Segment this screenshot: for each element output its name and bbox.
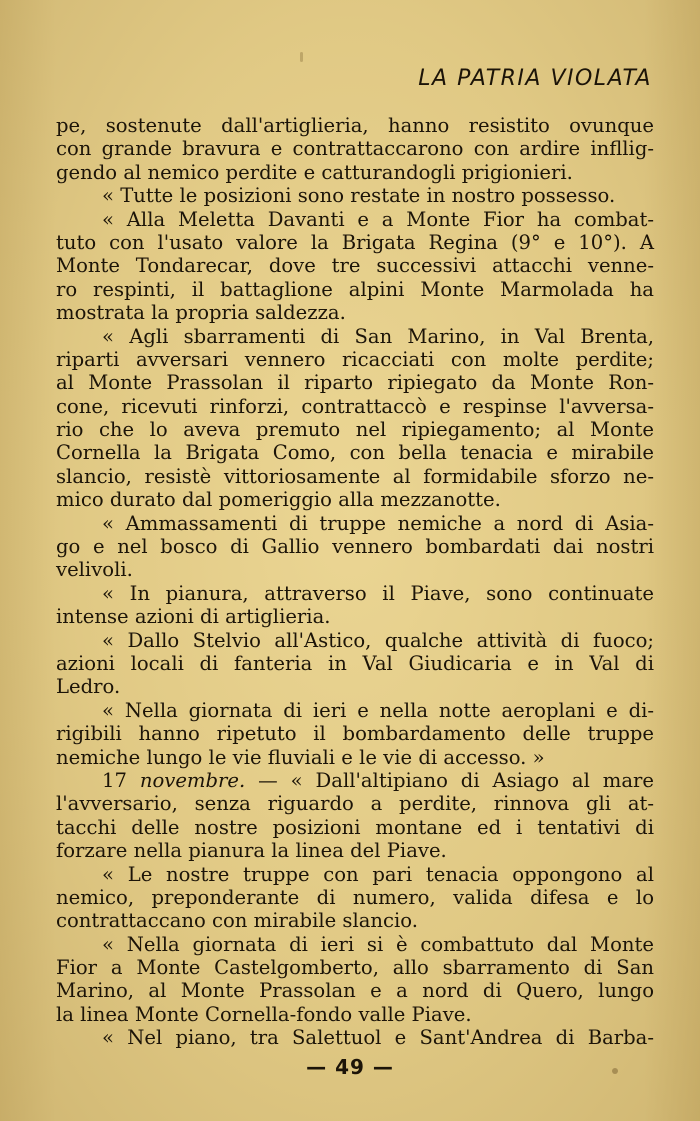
- text-line: azioni locali di fanteria in Val Giudicaria e in Val di: [56, 651, 654, 675]
- text-line: « Le nostre truppe con pari tenacia oppongono al: [102, 862, 654, 886]
- text-line: velivoli.: [56, 558, 133, 582]
- text-line: contrattaccano con mirabile slancio.: [56, 909, 418, 933]
- text-line: rigibili hanno ripetuto il bombardamento delle truppe: [56, 722, 654, 746]
- date-italic: novembre.: [139, 768, 246, 792]
- text-line: slancio, resistè vittoriosamente al formidabile sforzo ne-: [56, 464, 654, 488]
- text-line: « Nella giornata di ieri si è combattuto dal Monte: [102, 932, 654, 956]
- text-line: « In pianura, attraverso il Piave, sono continuate: [102, 581, 654, 605]
- text-line: intense azioni di artiglieria.: [56, 605, 331, 629]
- body-text: [56, 114, 654, 1050]
- text-line: Marino, al Monte Prassolan e a nord di Quero, lungo: [56, 979, 654, 1003]
- text-line: con grande bravura e contrattaccarono con ardire infllig-: [56, 137, 654, 161]
- text-line: rio che lo aveva premuto nel ripiegamento; al Monte: [56, 418, 654, 442]
- text-line: nemico, preponderante di numero, valida difesa e lo: [56, 885, 654, 909]
- text-line: tacchi delle nostre posizioni montane ed i tentativi di: [56, 815, 654, 839]
- text-line: pe, sostenute dall'artiglieria, hanno resistito ovunque: [56, 114, 654, 137]
- text-line: « Tutte le posizioni sono restate in nostro possesso.: [102, 184, 616, 208]
- text-line: « Dallo Stelvio all'Astico, qualche attività di fuoco;: [102, 628, 654, 652]
- text-line: Fior a Monte Castelgomberto, allo sbarramento di San: [56, 956, 654, 980]
- text-line: « Nel piano, tra Salettuol e Sant'Andrea di Barba-: [102, 1026, 654, 1050]
- text-line: al Monte Prassolan il riparto ripiegato da Monte Ron-: [56, 371, 654, 395]
- text-line: Cornella la Brigata Como, con bella tenacia e mirabile: [56, 441, 654, 465]
- text-line: « Alla Meletta Davanti e a Monte Fior ha combat-: [102, 207, 654, 231]
- text-line: 17 novembre. — « Dall'altipiano di Asiago al mare: [102, 768, 654, 792]
- text-line: tuto con l'usato valore la Brigata Regina (9° e 10°). A: [56, 230, 654, 254]
- text-line: Ledro.: [56, 675, 121, 699]
- page-number: — 49 —: [306, 1055, 394, 1079]
- text-line: « Ammassamenti di truppe nemiche a nord di Asia-: [102, 511, 654, 535]
- text-line: « Nella giornata di ieri e nella notte aeroplani e di-: [102, 698, 654, 722]
- text-line: la linea Monte Cornella-fondo valle Piave.: [56, 1002, 472, 1026]
- running-head: LA PATRIA VIOLATA: [418, 66, 652, 91]
- text-line: mostrata la propria saldezza.: [56, 301, 346, 325]
- text-line: « Agli sbarramenti di San Marino, in Val Brenta,: [102, 324, 654, 348]
- text-line: nemiche lungo le vie fluviali e le vie di accesso. »: [56, 745, 545, 769]
- text-line: forzare nella pianura la linea del Piave.: [56, 839, 447, 863]
- text-line: mico durato dal pomeriggio alla mezzanotte.: [56, 488, 501, 512]
- text-line: ro respinti, il battaglione alpini Monte Marmolada ha: [56, 277, 654, 301]
- text-line: gendo al nemico perdite e catturandogli prigionieri.: [56, 160, 573, 184]
- text-line: go e nel bosco di Gallio vennero bombardati dai nostri: [56, 535, 654, 559]
- paper-spot: [300, 52, 303, 62]
- text-line: riparti avversari vennero ricacciati con molte perdite;: [56, 347, 654, 371]
- text-line: Monte Tondarecar, dove tre successivi attacchi venne-: [56, 254, 654, 278]
- text-line: cone, ricevuti rinforzi, contrattaccò e respinse l'avversa-: [56, 394, 654, 418]
- text-line: l'avversario, senza riguardo a perdite, rinnova gli at-: [56, 792, 654, 816]
- paper-spot: [612, 1068, 618, 1074]
